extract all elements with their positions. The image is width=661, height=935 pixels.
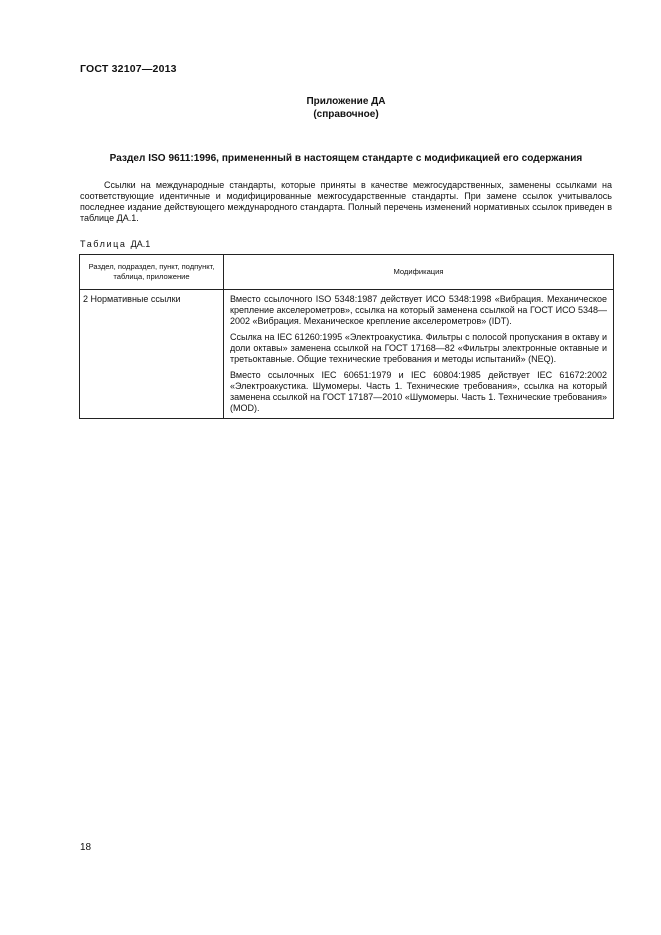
intro-paragraph: Ссылки на международные стандарты, которые приняты в качестве межгосударственных, заменены ссылками на соответствующие идентичные и модифицированные межгосударственные стандарты. При замене ссылок учитывалось последнее издание действующего международного стандарта. Полный перечень изменений нормативных ссылок приведен в таблице ДА.1. xyxy=(80,180,612,223)
modification-item: Вместо ссылочных IEC 60651:1979 и IEC 60804:1985 действует IEC 61672:2002 «Электроакустика. Шумомеры. Часть 1. Технические требования», ссылка на который заменена ссылкой на ГОСТ 17187—2010 «Шумомеры. Часть 1. Технические требования» (MOD). xyxy=(230,370,607,413)
page-number: 18 xyxy=(80,842,92,853)
table-caption xyxy=(80,239,150,249)
section-title: Раздел ISO 9611:1996, примененный в настоящем стандарте с модификацией его содержания xyxy=(109,153,583,164)
appendix-title: Приложение ДА xyxy=(306,96,386,107)
column-header-modification: Модификация xyxy=(224,255,614,290)
appendix-heading xyxy=(80,95,612,121)
row-section-cell: 2 Нормативные ссылки xyxy=(80,290,224,419)
row-modifications-cell xyxy=(224,290,614,419)
standard-designation: ГОСТ 32107—2013 xyxy=(80,63,177,75)
column-header-section: Раздел, подраздел, пункт, подпункт, таблица, приложение xyxy=(80,255,224,290)
table-caption-number: ДА.1 xyxy=(130,239,151,249)
modifications-table xyxy=(79,254,614,419)
appendix-type: (справочное) xyxy=(313,109,379,120)
modification-item: Вместо ссылочного ISO 5348:1987 действует ИСО 5348:1998 «Вибрация. Механическое крепление акселерометров», ссылка на который заменена ссылкой на ГОСТ ИСО 5348—2002 «Вибрация. Механическое крепление акселерометров» (IDT). xyxy=(230,294,607,326)
table-caption-word: Таблица xyxy=(80,239,127,249)
table-row xyxy=(80,290,614,419)
table-header-row xyxy=(80,255,614,290)
modification-item: Ссылка на IEC 61260:1995 «Электроакустика. Фильтры с полосой пропускания в октаву и доли октавы» заменена ссылкой на ГОСТ 17168—82 «Фильтры электронные октавные и третьоктавные. Общие технические требования и методы испытаний» (NEQ). xyxy=(230,332,607,364)
